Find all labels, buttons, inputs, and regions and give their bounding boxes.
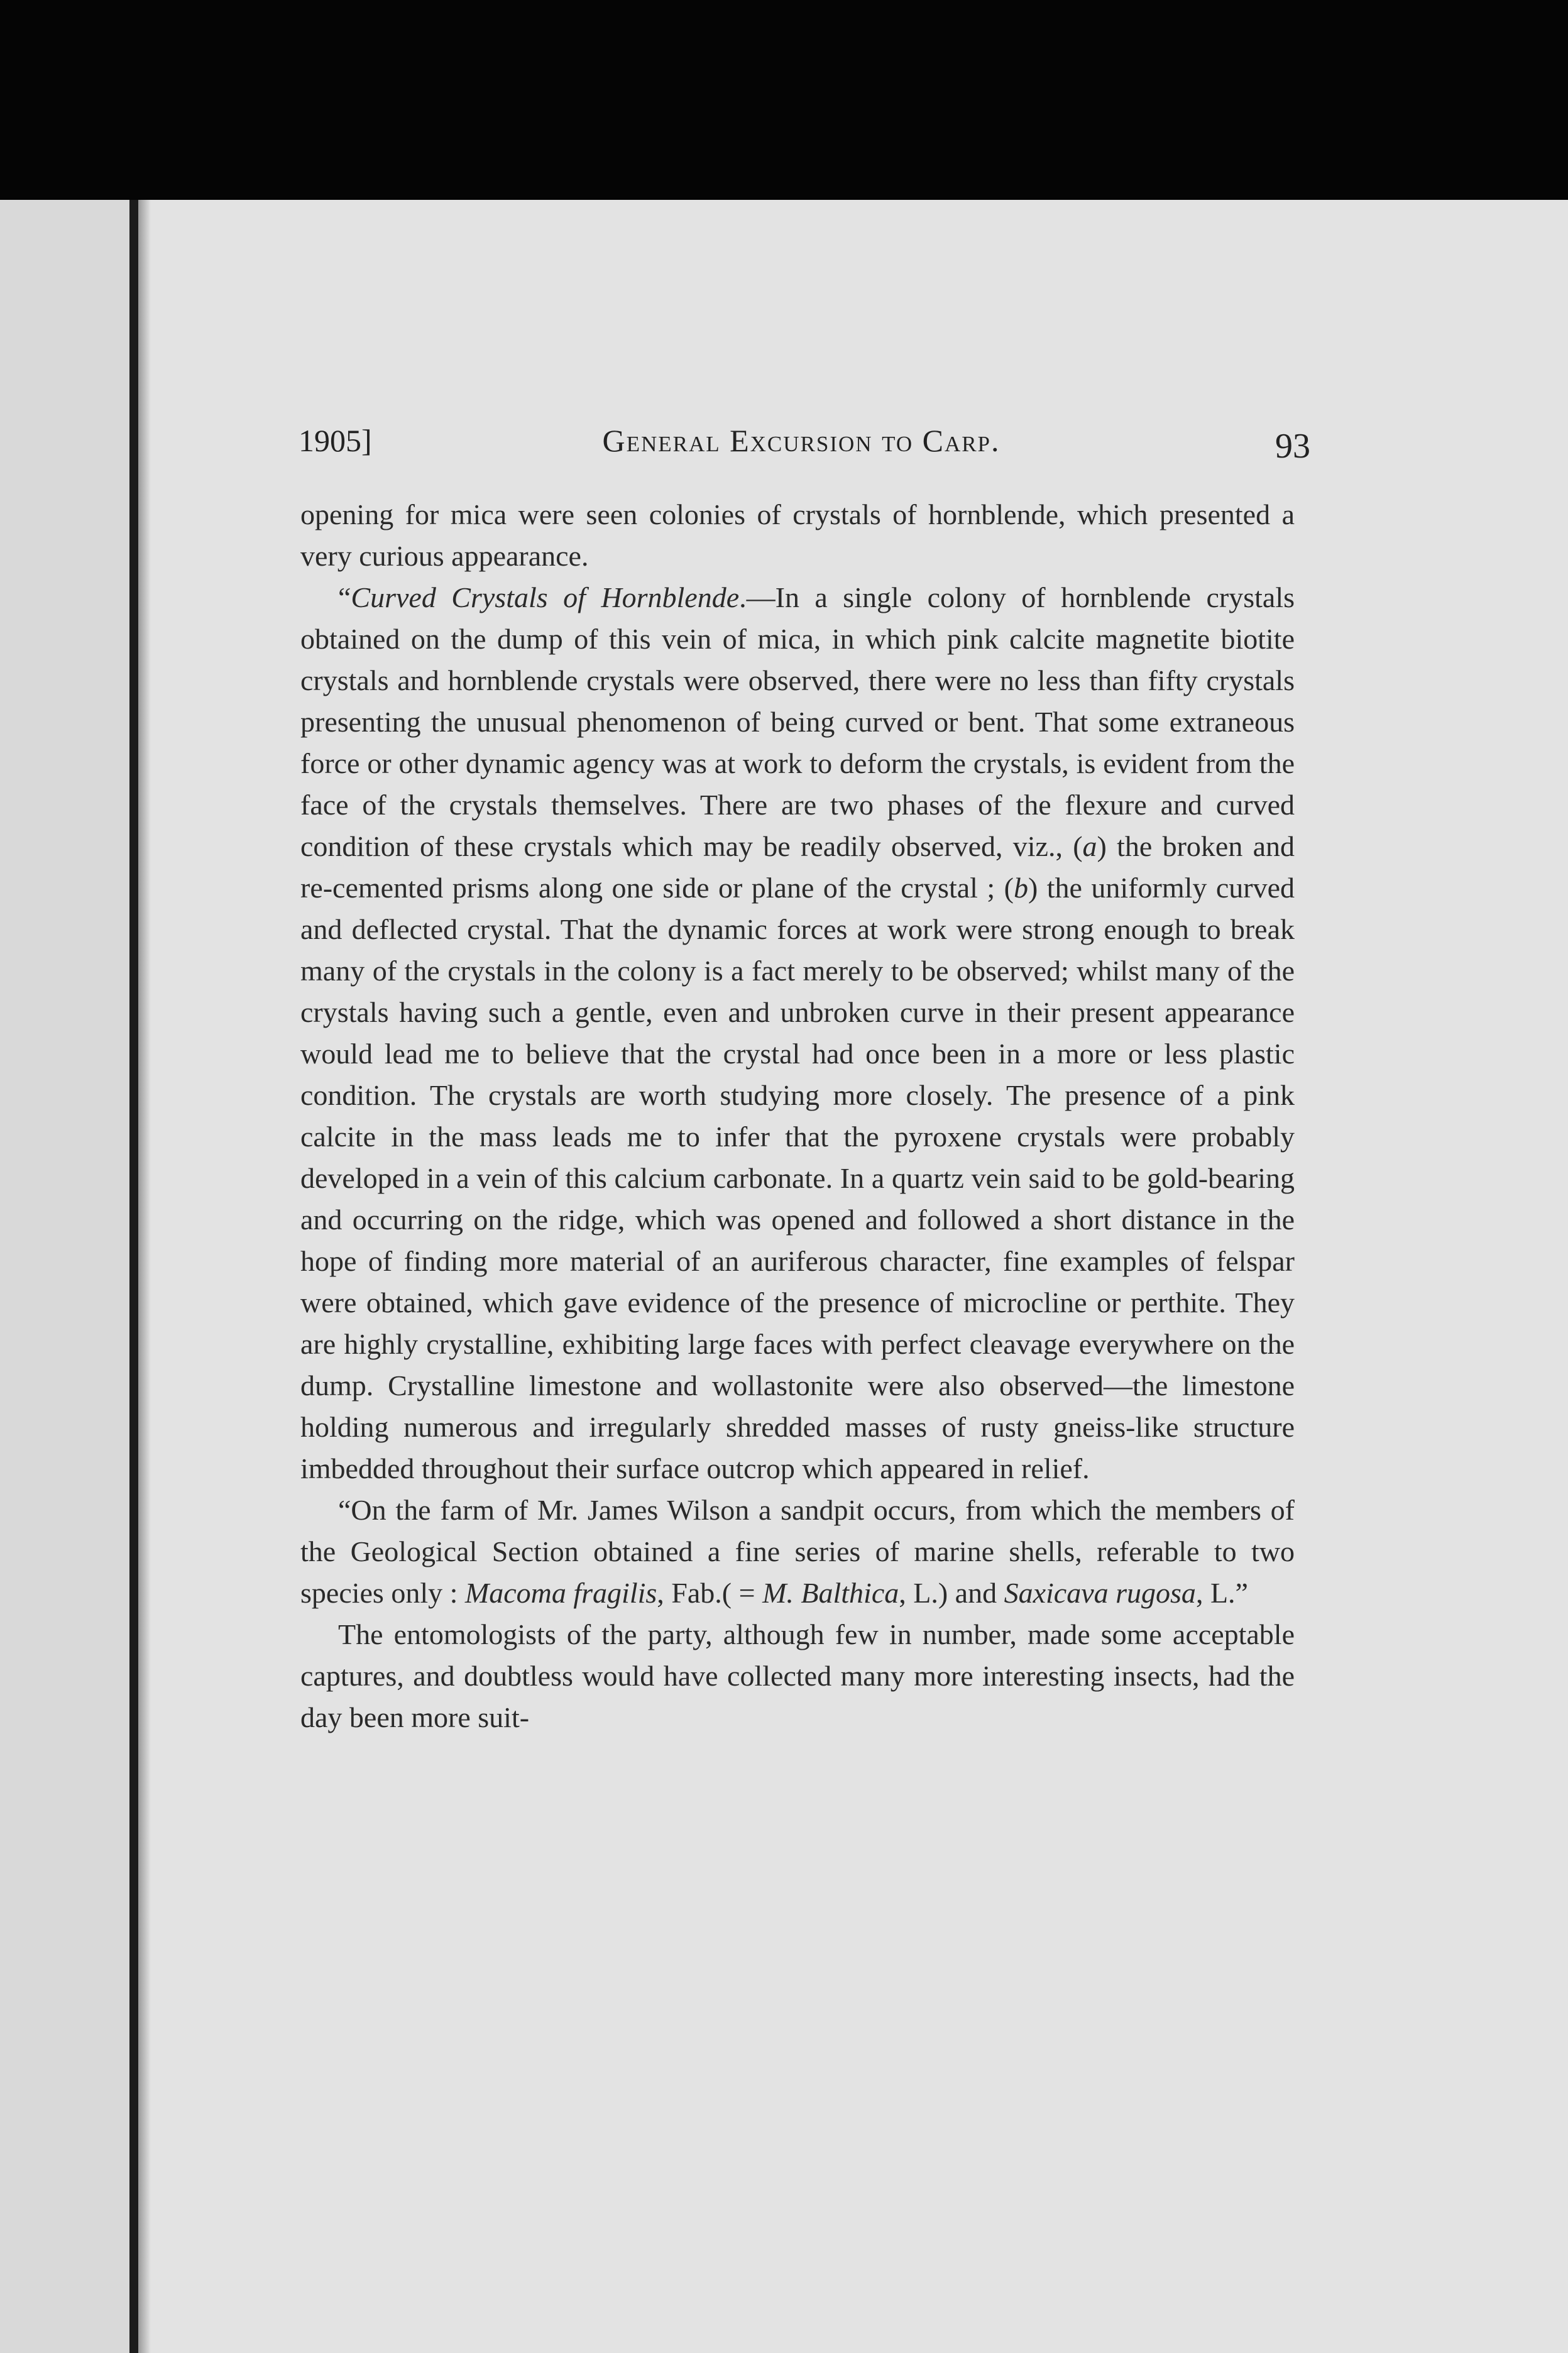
header-year: 1905] [299, 423, 372, 458]
text-segment: “ [338, 581, 351, 613]
book-binding [129, 200, 138, 2353]
text-segment: ) the broken and re-cemented prisms along one side or plane of the crystal ; ( [300, 830, 1295, 904]
running-header [299, 422, 1310, 473]
binding-shadow [138, 200, 151, 2353]
paragraph [300, 494, 1295, 577]
text-segment: ) the uniformly curved and deflected crystal. That the dynamic forces at work were strong enough to break many of the crystals in the colony is a fact merely to be observed; whilst many of the crystals having such a gentle, even and unbroken curve in their present appearance would lead me to believe that the crystal had once been in a more or less plastic condition. The crystals are worth studying more closely. The presence of a pink calcite in the mass leads me to infer that the pyroxene crystals were probably developed in a vein of this calcium carbonate. In a quartz vein said to be gold-bearing and occurring on the ridge, which was opened and followed a short distance in the hope of finding more material of an auriferous character, fine examples of felspar were obtained, which gave evidence of the presence of microcline or perthite. They are highly crystalline, exhibiting large faces with perfect cleavage everywhere on the dump. Crystalline limestone and wollastonite were also observed—the limestone holding numerous and irregularly shredded masses of rusty gneiss-like structure imbedded throughout their surface outcrop which appeared in relief. [300, 872, 1295, 1484]
body-text [300, 494, 1295, 1738]
text-segment: opening for mica were seen colonies of crystals of hornblende, which presented a very curious appearance. [300, 498, 1295, 572]
paragraph [300, 1489, 1295, 1614]
page-number: 93 [1275, 427, 1310, 466]
text-segment: , Fab.( = [657, 1577, 763, 1609]
text-segment: The entomologists of the party, although few in number, made some acceptable captures, and doubtless would have collected many more interesting insects, had the day been more suit- [300, 1618, 1295, 1733]
italic-text: Saxicava rugosa [1004, 1577, 1196, 1609]
italic-text: M. Balthica [762, 1577, 899, 1609]
text-segment: , L.) and [899, 1577, 1004, 1609]
text-segment: “On the farm of Mr. James Wilson a sandpit occurs, from which the members of the Geological Section obtained a fine series of marine shells, referable to two species only : [300, 1494, 1295, 1609]
italic-text: Curved Crystals of Hornblende [351, 581, 740, 613]
text-segment: , L.” [1195, 1577, 1248, 1609]
italic-text: Macoma fragilis [464, 1577, 657, 1609]
header-title: General Excursion to Carp. [602, 423, 1001, 458]
paragraph [300, 577, 1295, 1489]
facing-page-edge [0, 200, 129, 2353]
text-segment: .—In a single colony of hornblende crystals obtained on the dump of this vein of mica, in which pink calcite magnetite biotite crystals and hornblende crystals were observed, there were no less than fifty crystals presenting the unusual phenomenon of being curved or bent. That some extraneous force or other dynamic agency was at work to deform the crystals, is evident from the face of the crystals themselves. There are two phases of the flexure and curved condition of these crystals which may be readily observed, viz., ( [300, 581, 1295, 862]
scan-top-border [0, 0, 1568, 200]
paragraph [300, 1614, 1295, 1738]
italic-text: b [1013, 872, 1028, 904]
italic-text: a [1082, 830, 1097, 862]
